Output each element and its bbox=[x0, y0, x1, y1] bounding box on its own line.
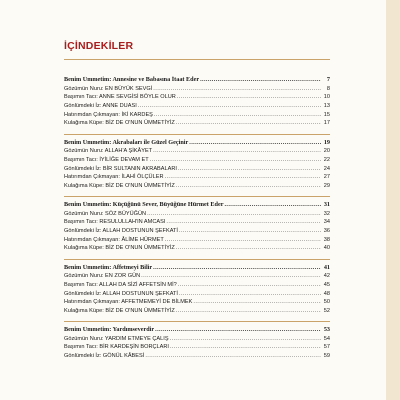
entry-title: Gözümün Nuru: EN ZOR GÜN bbox=[64, 273, 141, 280]
table-of-contents bbox=[64, 76, 330, 366]
leader-dots bbox=[179, 227, 321, 236]
leader-dots bbox=[176, 119, 321, 128]
entry-page-number: 20 bbox=[323, 148, 330, 155]
toc-entry bbox=[64, 352, 330, 361]
entry-page-number: 36 bbox=[323, 228, 330, 235]
entry-page-number: 13 bbox=[323, 103, 330, 110]
section-title-row bbox=[64, 201, 330, 210]
leader-dots bbox=[193, 298, 321, 307]
leader-dots bbox=[189, 139, 321, 148]
section-title: Benim Ümmetim: Küçüğünü Sever, Büyüğüne Hürmet Eder bbox=[64, 201, 224, 209]
toc-entry bbox=[64, 182, 330, 191]
leader-dots bbox=[153, 85, 321, 94]
section-title: Benim Ümmetim: Yardımseverdir bbox=[64, 326, 155, 334]
leader-dots bbox=[164, 173, 321, 182]
section-title: Benim Ümmetim: Akrabaları ile Güzel Geçinir bbox=[64, 138, 189, 146]
leader-dots bbox=[141, 272, 321, 281]
leader-dots bbox=[179, 290, 321, 299]
toc-section bbox=[64, 201, 330, 253]
entry-page-number: 57 bbox=[323, 344, 330, 351]
entry-title: Hatırımdan Çıkmayan: İKİ KARDEŞ bbox=[64, 111, 153, 118]
leader-dots bbox=[170, 335, 321, 344]
entry-title: Gönlümdeki İz: GÖNÜL KÂBESİ bbox=[64, 353, 145, 360]
leader-dots bbox=[147, 210, 321, 219]
toc-entry bbox=[64, 111, 330, 120]
entry-page-number: 34 bbox=[323, 219, 330, 226]
leader-dots bbox=[155, 326, 321, 335]
leader-dots bbox=[145, 352, 321, 361]
section-page-number: 41 bbox=[323, 263, 330, 271]
section-page-number: 31 bbox=[323, 201, 330, 209]
entry-page-number: 40 bbox=[323, 245, 330, 252]
entry-title: Başımın Tacı: ANNE SEVGİSİ BÖYLE OLUR bbox=[64, 94, 176, 101]
leader-dots bbox=[176, 244, 321, 253]
toc-entry bbox=[64, 93, 330, 102]
leader-dots bbox=[200, 76, 321, 85]
entry-title: Hatırımdan Çıkmayan: ÂLİME HÜRMET bbox=[64, 236, 164, 243]
toc-entry bbox=[64, 173, 330, 182]
toc-entry bbox=[64, 165, 330, 174]
leader-dots bbox=[178, 165, 321, 174]
entry-title: Kulağıma Küpe: BİZ DE O'NUN ÜMMETİYİZ bbox=[64, 245, 175, 252]
leader-dots bbox=[166, 218, 321, 227]
entry-title: Gönlümdeki İz: ANNE DUASI bbox=[64, 103, 137, 110]
leader-dots bbox=[150, 156, 321, 165]
entry-page-number: 8 bbox=[326, 85, 330, 92]
toc-section bbox=[64, 326, 330, 361]
leader-dots bbox=[178, 281, 321, 290]
section-divider bbox=[64, 134, 330, 135]
entry-title: Gönlümdeki İz: ALLAH DOSTUNUN ŞEFKATİ bbox=[64, 228, 178, 235]
entry-title: Gözümün Nuru: EN BÜYÜK SEVGİ bbox=[64, 85, 153, 92]
entry-title: Hatırımdan Çıkmayan: İLAHİ ÖLÇÜLER bbox=[64, 174, 164, 181]
toc-section bbox=[64, 264, 330, 316]
entry-title: Hatırımdan Çıkmayan: AFFETMEMEYİ DE BİLMEK bbox=[64, 299, 193, 306]
entry-title: Gönlümdeki İz: BİR SULTANIN AKRABALARI bbox=[64, 165, 177, 172]
section-title-row bbox=[64, 76, 330, 85]
entry-title: Başımın Tacı: ALLAH DA SİZİ AFFETSİN Mİ? bbox=[64, 281, 177, 288]
toc-entry bbox=[64, 156, 330, 165]
leader-dots bbox=[153, 147, 321, 156]
entry-page-number: 48 bbox=[323, 290, 330, 297]
toc-section bbox=[64, 76, 330, 128]
entry-title: Gözümün Nuru: SÖZ BÜYÜĞÜN bbox=[64, 210, 147, 217]
toc-entry bbox=[64, 335, 330, 344]
entry-title: Başımın Tacı: RESULULLAH'IN AMCASI bbox=[64, 219, 166, 226]
toc-entry bbox=[64, 227, 330, 236]
toc-entry bbox=[64, 119, 330, 128]
toc-entry bbox=[64, 272, 330, 281]
section-divider bbox=[64, 196, 330, 197]
toc-entry bbox=[64, 244, 330, 253]
toc-entry bbox=[64, 236, 330, 245]
toc-entry bbox=[64, 298, 330, 307]
leader-dots bbox=[165, 236, 321, 245]
toc-entry bbox=[64, 281, 330, 290]
entry-page-number: 17 bbox=[323, 120, 330, 127]
leader-dots bbox=[224, 201, 321, 210]
entry-page-number: 32 bbox=[323, 210, 330, 217]
entry-title: Gözümün Nuru: YARDIM ETMEYE ÇALIŞ bbox=[64, 335, 169, 342]
section-title: Benim Ümmetim: Affetmeyi Bilir bbox=[64, 263, 153, 271]
toc-entry bbox=[64, 218, 330, 227]
entry-page-number: 50 bbox=[323, 299, 330, 306]
toc-entry bbox=[64, 307, 330, 316]
leader-dots bbox=[170, 343, 321, 352]
section-page-number: 19 bbox=[323, 138, 330, 146]
toc-entry bbox=[64, 290, 330, 299]
toc-section bbox=[64, 139, 330, 191]
section-title-row bbox=[64, 139, 330, 148]
entry-page-number: 15 bbox=[323, 111, 330, 118]
entry-page-number: 52 bbox=[323, 307, 330, 314]
entry-title: Kulağıma Küpe: BİZ DE O'NUN ÜMMETİYİZ bbox=[64, 307, 175, 314]
entry-page-number: 10 bbox=[323, 94, 330, 101]
entry-page-number: 54 bbox=[323, 335, 330, 342]
entry-title: Kulağıma Küpe: BİZ DE O'NUN ÜMMETİYİZ bbox=[64, 120, 175, 127]
entry-page-number: 38 bbox=[323, 236, 330, 243]
section-title: Benim Ümmetim: Annesine ve Babasına İtaat Eder bbox=[64, 76, 200, 83]
section-divider bbox=[64, 321, 330, 322]
entry-title: Kulağıma Küpe: BİZ DE O'NUN ÜMMETİYİZ bbox=[64, 182, 175, 189]
toc-entry bbox=[64, 147, 330, 156]
section-page-number: 53 bbox=[323, 326, 330, 334]
leader-dots bbox=[176, 307, 321, 316]
entry-page-number: 29 bbox=[323, 182, 330, 189]
contents-heading: İÇİNDEKİLER bbox=[64, 40, 134, 52]
entry-page-number: 27 bbox=[323, 174, 330, 181]
toc-entry bbox=[64, 85, 330, 94]
section-title-row bbox=[64, 326, 330, 335]
entry-title: Gözümün Nuru: ALLAH'A ŞİKÂYET bbox=[64, 148, 153, 155]
entry-page-number: 45 bbox=[323, 281, 330, 288]
page-edge bbox=[386, 0, 400, 400]
section-divider bbox=[64, 259, 330, 260]
entry-title: Başımın Tacı: İYİLİĞE DEVAM ET bbox=[64, 156, 149, 163]
section-page-number: 7 bbox=[326, 76, 330, 83]
entry-page-number: 42 bbox=[323, 273, 330, 280]
leader-dots bbox=[154, 111, 321, 120]
leader-dots bbox=[138, 102, 321, 111]
section-title-row bbox=[64, 264, 330, 273]
toc-entry bbox=[64, 210, 330, 219]
toc-entry bbox=[64, 102, 330, 111]
entry-page-number: 22 bbox=[323, 156, 330, 163]
entry-title: Gönlümdeki İz: ALLAH DOSTUNUN ŞEFKATİ bbox=[64, 290, 178, 297]
entry-title: Başımın Tacı: BİR KARDEŞİN BORÇLARI bbox=[64, 344, 169, 351]
leader-dots bbox=[177, 93, 321, 102]
leader-dots bbox=[153, 264, 321, 273]
toc-entry bbox=[64, 343, 330, 352]
entry-page-number: 59 bbox=[323, 353, 330, 360]
entry-page-number: 24 bbox=[323, 165, 330, 172]
heading-rule bbox=[64, 59, 330, 60]
leader-dots bbox=[176, 182, 321, 191]
